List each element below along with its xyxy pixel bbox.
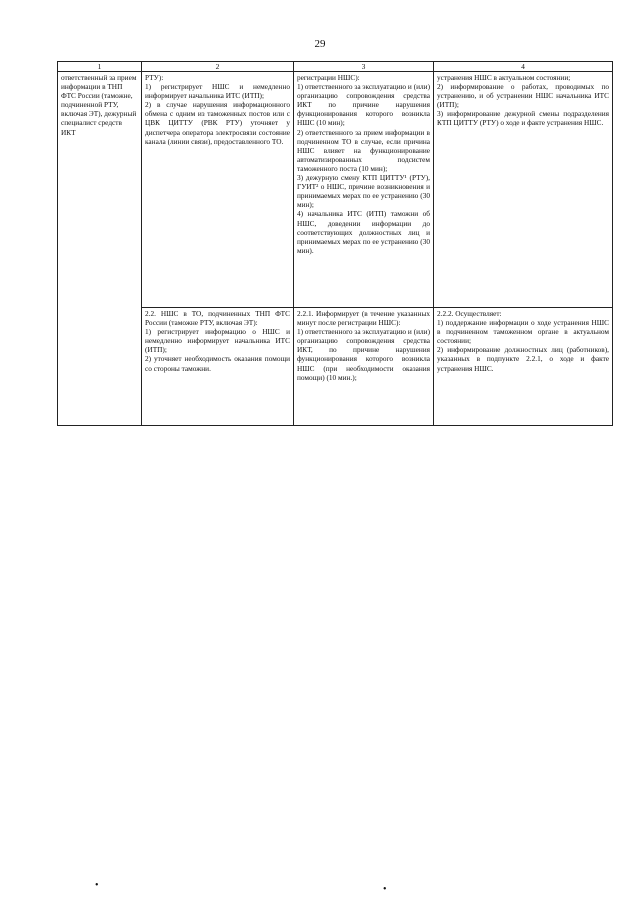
implement-cell [434, 72, 613, 308]
paragraph: РТУ): [145, 73, 164, 82]
action-cell [142, 72, 294, 308]
paragraph: 1) поддержание информации о ходе устранения НШС в подчиненном таможенном органе в актуальном состоянии; [437, 318, 609, 346]
table-header-row [58, 62, 613, 72]
procedure-table [57, 61, 613, 426]
paragraph: 2.2.1. Информирует (в течение указанных минут после регистрации НШС): [297, 309, 430, 328]
paragraph: 3) информирование дежурной смены подразделения КТП ЦИТТУ (РТУ) о ходе и факте устранения НШС. [437, 109, 609, 128]
paragraph: 2.2. НШС в ТО, подчиненных ТНП ФТС России (таможне РТУ, включая ЭТ): [145, 309, 290, 328]
paragraph: 2.2.2. Осуществляет: [437, 309, 502, 318]
inform-cell [294, 72, 434, 308]
responsible-cell [58, 72, 142, 308]
table-row [58, 308, 613, 426]
paragraph: 3) дежурную смену КТП ЦИТТУ¹ (РТУ), ГУИТ² о НШС, причине возникновения и принимаемых мерах по ее устранению (30 мин); [297, 173, 430, 210]
paragraph: 4) начальника ИТС (ИТП) таможни об НШС, доведении информации до соответствующих должностных лиц и принимаемых мерах по ее устранению (30 мин). [297, 209, 430, 255]
responsible-cell-continued [58, 308, 142, 426]
responsible-text: ответственный за прием информации в ТНП ФТС России (таможне, подчиненной РТУ, включая ЭТ), дежурный специалист средств ИКТ [61, 73, 137, 137]
paragraph: 2) ответственного за прием информации в подчиненном ТО в случае, если причина НШС влияет на функционирование автоматизированных подсистем таможенного поста (10 мин); [297, 127, 430, 173]
implement-cell [434, 308, 613, 426]
paragraph: устранения НШС в актуальном состоянии; [437, 73, 571, 82]
column-header-2: 2 [142, 62, 294, 72]
paragraph: 2) уточняет необходимость оказания помощи со стороны таможни. [145, 354, 290, 373]
paragraph: 1) ответственного за эксплуатацию и (или) организацию сопровождения средства ИКТ, по причине нарушения функционирования которого возникла НШС (при необходимости оказания помощи) (10 мин.); [297, 327, 430, 382]
column-header-1: 1 [58, 62, 142, 72]
action-cell [142, 308, 294, 426]
table-row [58, 72, 613, 308]
paragraph: регистрации НШС): [297, 73, 360, 82]
inform-cell [294, 308, 434, 426]
paragraph: 1) ответственного за эксплуатацию и (или) организацию сопровождения средства ИКТ по причине нарушения функционирования которого возникла НШС (10 мин); [297, 82, 430, 128]
column-header-3: 3 [294, 62, 434, 72]
paragraph: 2) в случае нарушения информационного обмена с одним из таможенных постов или с ЦВК ЦИТТУ (РВК РТУ) уточняет у диспетчера оператора электросвязи состояние канала (линии связи), предоставленного ТО. [145, 100, 290, 146]
scan-mark: • [95, 880, 99, 891]
column-header-4: 4 [434, 62, 613, 72]
paragraph: 2) информирование должностных лиц (работников), указанных в подпункте 2.2.1, о ходе и факте устранения НШС. [437, 345, 609, 373]
scan-mark: • [383, 884, 387, 895]
paragraph: 1) регистрирует информацию о НШС и немедленно информирует начальника ИТС (ИТП); [145, 327, 290, 355]
paragraph: 2) информирование о работах, проводимых по устранению, и об устранении НШС начальника ИТС (ИТП); [437, 82, 609, 110]
paragraph: 1) регистрирует НШС и немедленно информирует начальника ИТС (ИТП); [145, 82, 290, 101]
page-number: 29 [314, 38, 326, 50]
